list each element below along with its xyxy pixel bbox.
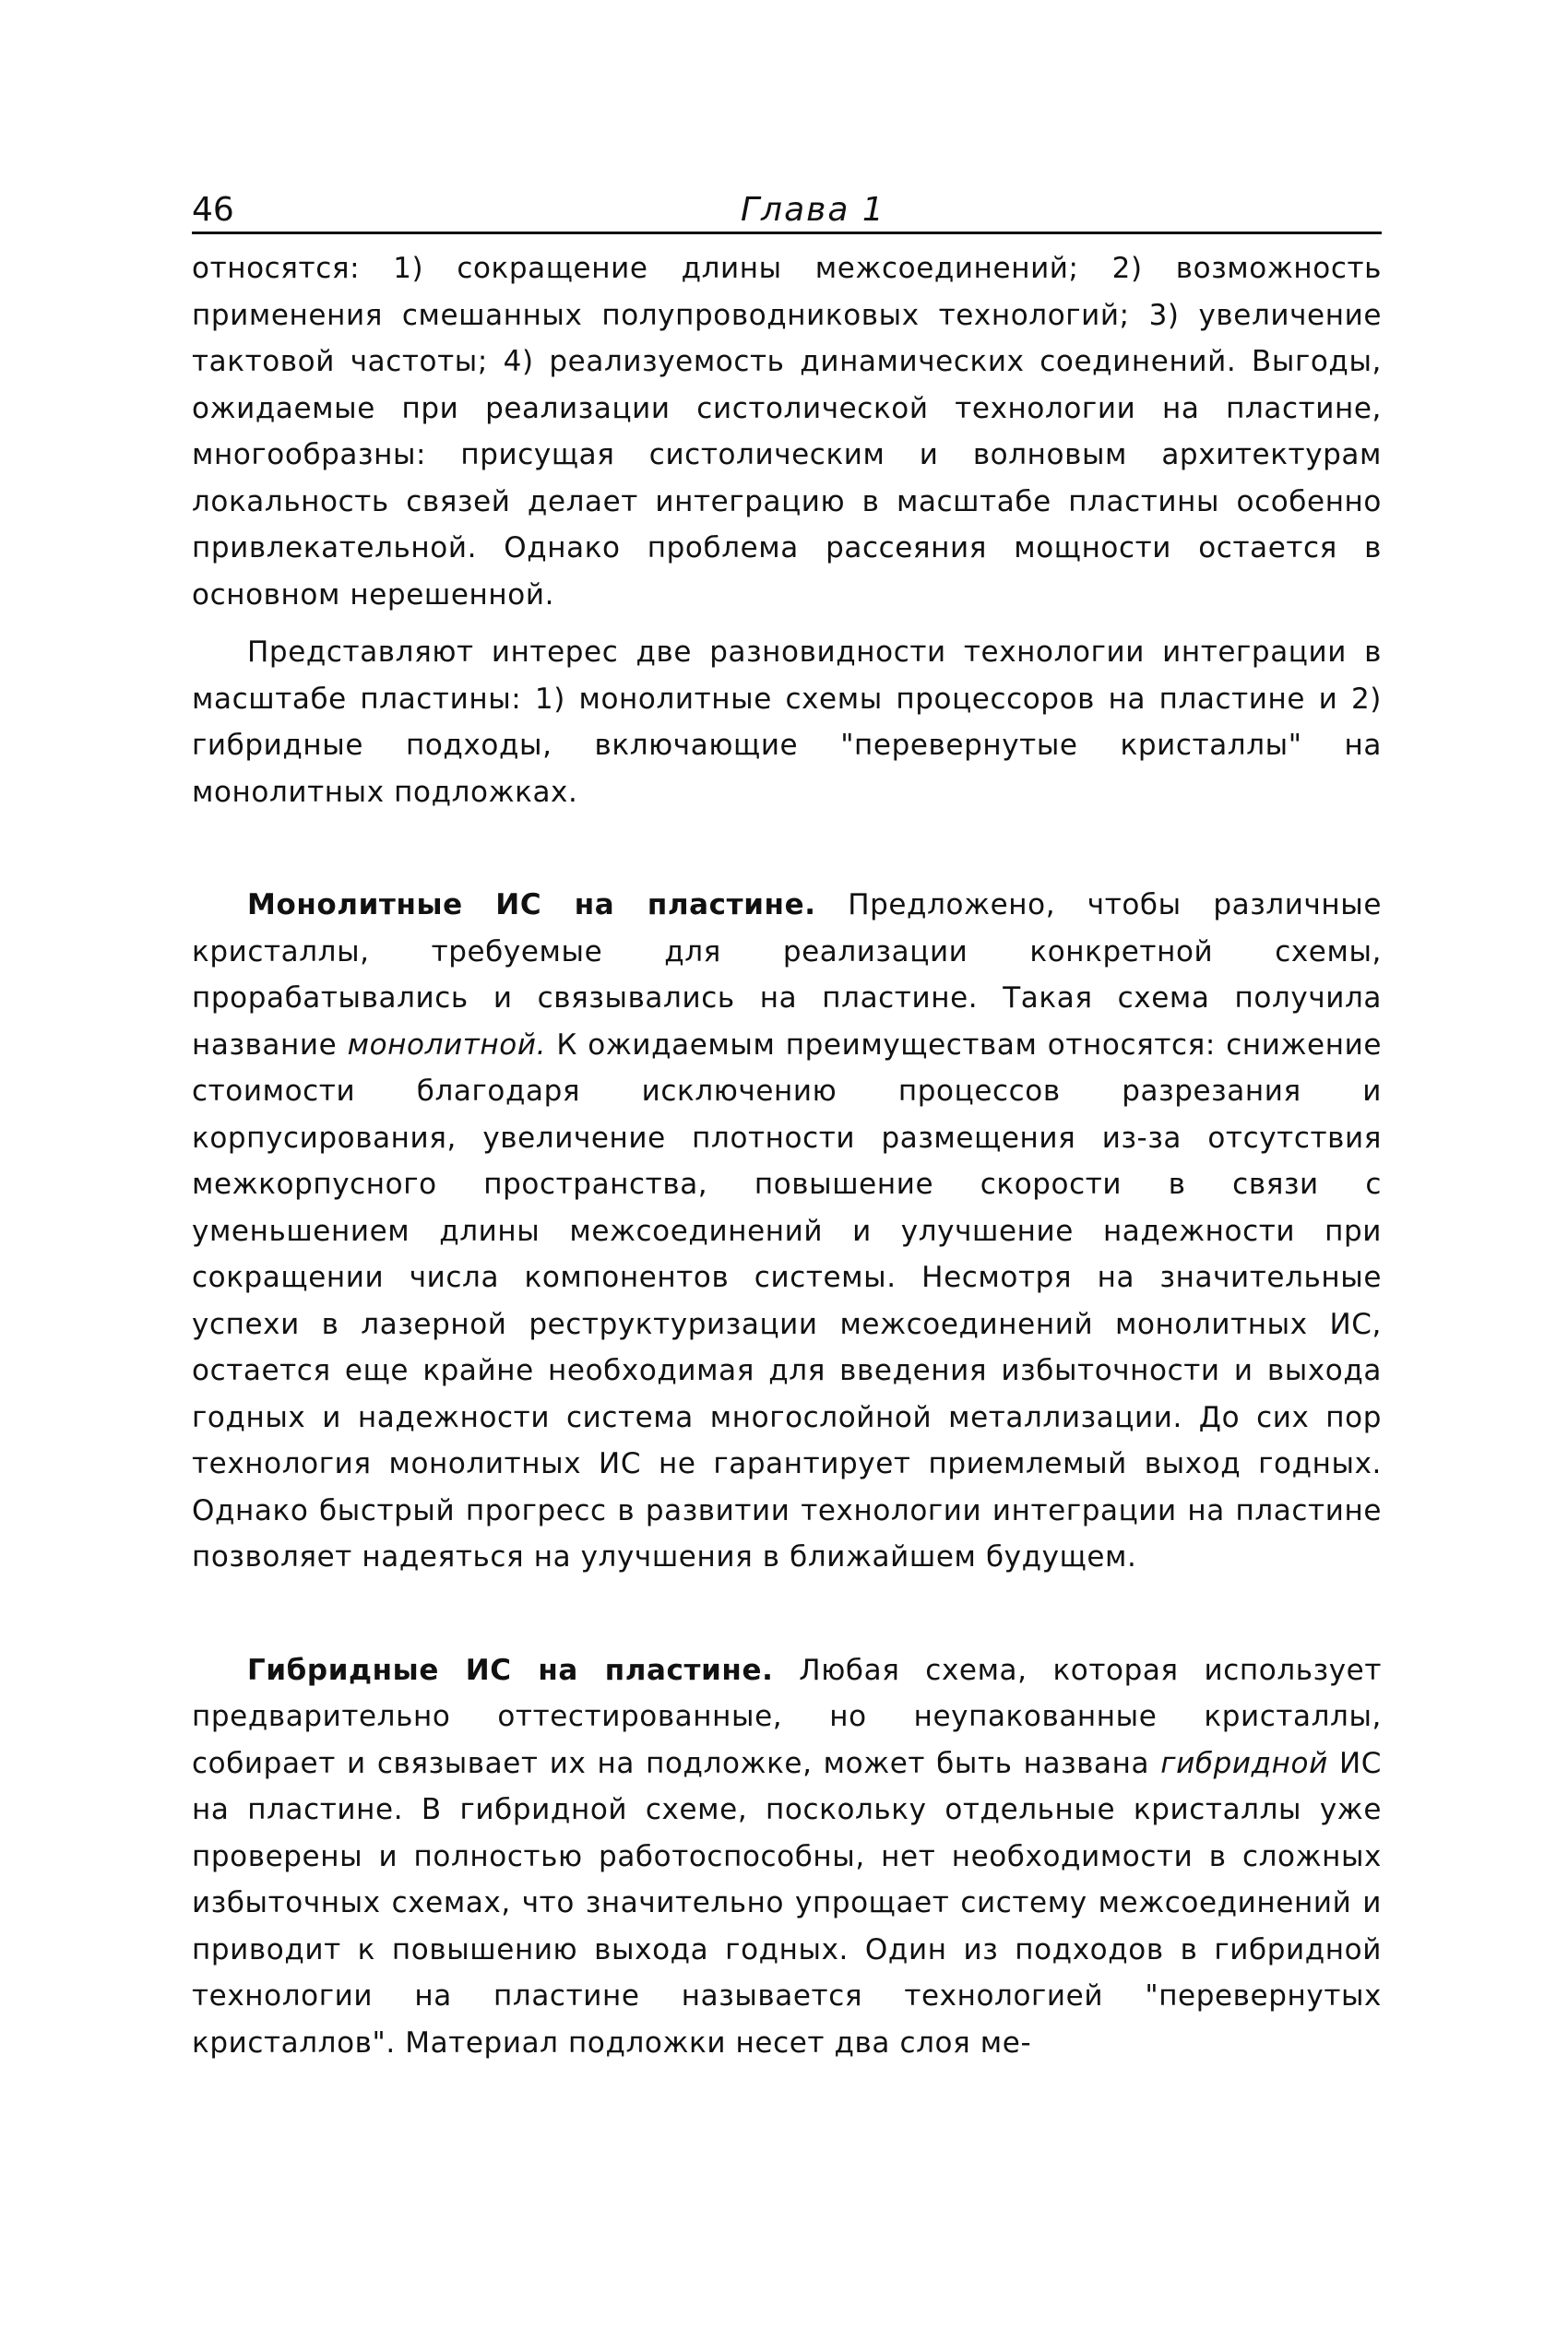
emphasized-term: монолитной. bbox=[347, 1028, 547, 1062]
chapter-title: Глава 1 bbox=[741, 191, 885, 229]
paragraph-continuation bbox=[192, 245, 1382, 618]
section-hybrid-ic bbox=[192, 1647, 1382, 2067]
page-number: 46 bbox=[192, 191, 234, 229]
paragraph-text: ИС на пластине. В гибридной схеме, поскольку отдельные кристаллы уже проверены и полностью работоспособны, нет необходимости в сложных избыточных схемах, что значительно упрощает систему межсоединений и приводит к повышению выхода годных. Один из подходов в гибридной технологии на пластине называется технологией "перевернутых кристаллов". Материал подложки несет два слоя ме- bbox=[192, 1746, 1382, 2060]
section-heading: Гибридные ИС на пластине. bbox=[247, 1653, 774, 1687]
running-header bbox=[192, 189, 1382, 234]
section-heading: Монолитные ИС на пластине. bbox=[247, 888, 816, 921]
section-monolithic-ic bbox=[192, 882, 1382, 1581]
paragraph-text: Представляют интерес две разновидности технологии интеграции в масштабе пластины: 1) монолитные схемы процессоров на пластине и 2) гибридные подходы, включающие "перевернутые кристаллы" на монолитных подложках. bbox=[192, 636, 1382, 809]
body-text bbox=[192, 245, 1382, 2066]
emphasized-term: гибридной bbox=[1160, 1746, 1328, 1780]
paragraph-text: Любая схема, которая использует предварительно оттестированные, но неупакованные кристаллы, собирает и связывает их на подложке, может быть названа bbox=[192, 1653, 1382, 1780]
paragraph-technology-variants bbox=[192, 629, 1382, 815]
paragraph-text: относятся: 1) сокращение длины межсоединений; 2) возможность применения смешанных полупроводниковых технологий; 3) увеличение тактовой частоты; 4) реализуемость динамических соединений. Выгоды, ожидаемые при реализации систолической технологии на пластине, многообразны: присущая систолическим и волновым архитектурам локальность связей делает интеграцию в масштабе пластины особенно привлекательной. Однако проблема рассеяния мощности остается в основном нерешенной. bbox=[192, 252, 1382, 612]
paragraph-text: К ожидаемым преимуществам относятся: снижение стоимости благодаря исключению процессов разрезания и корпусирования, увеличение плотности размещения из-за отсутствия межкорпусного пространства, повышение скорости в связи с уменьшением длины межсоединений и улучшение надежности при сокращении числа компонентов системы. Несмотря на значительные успехи в лазерной реструктуризации межсоединений монолитных ИС, остается еще крайне необходимая для введения избыточности и выхода годных и надежности система многослойной металлизации. До сих пор технология монолитных ИС не гарантирует приемлемый выход годных. Однако быстрый прогресс в развитии технологии интеграции на пластине позволяет надеяться на улучшения в ближайшем будущем. bbox=[192, 1028, 1382, 1574]
paragraph-text: Предложено, чтобы различные кристаллы, требуемые для реализации конкретной схемы, прорабатывались и связывались на пластине. Такая схема получила название bbox=[192, 888, 1382, 1062]
